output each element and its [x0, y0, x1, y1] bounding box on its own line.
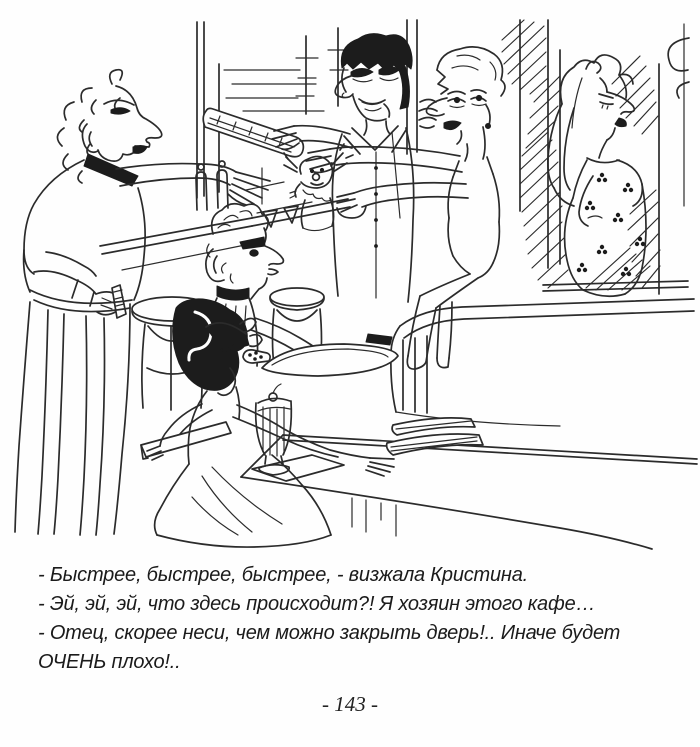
- woman-right-figure: [548, 55, 646, 296]
- corner-swirl: [668, 38, 689, 98]
- table: [241, 435, 697, 549]
- caption-text: [38, 561, 678, 677]
- tray: [262, 344, 398, 376]
- page-number: - 143 -: [322, 692, 378, 716]
- doll-figure: [257, 144, 366, 231]
- caption-line-1: - Быстрее, быстрее, быстрее, - визжала Кристина.: [38, 564, 529, 586]
- bench: [391, 299, 694, 426]
- caption-line-4: ОЧЕНЬ плохо!..: [38, 651, 181, 673]
- caption-line-3: - Отец, скорее неси, чем можно закрыть дверь!.. Иначе будет: [38, 622, 621, 644]
- bottles: [196, 161, 228, 210]
- caption-line-2: - Эй, эй, эй, что здесь происходит?! Я хозяин этого кафе…: [38, 593, 596, 615]
- illustration: [0, 6, 700, 558]
